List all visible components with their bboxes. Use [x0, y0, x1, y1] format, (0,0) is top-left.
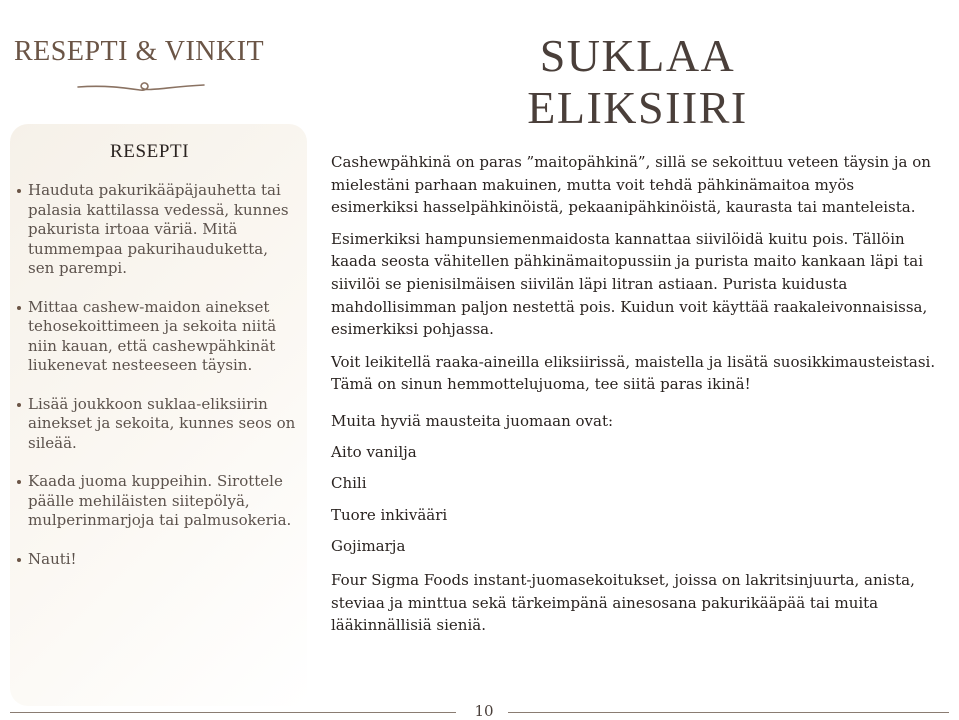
footer-divider-right — [508, 712, 949, 713]
closing-paragraph: Four Sigma Foods instant-juomasekoitukset, joissa on lakritsinjuurta, anista, steviaa ja minttua sekä tärkeimpänä ainesosana pakurikääpää tai muita lääkinnällisiä sieniä. — [331, 570, 915, 635]
recipe-step: Mittaa cashew-maidon ainekset tehosekoittimeen ja sekoita niitä niin kauan, että cashewpähkinät liukenevat nesteeseen täysin. — [16, 298, 298, 376]
section-title: RESEPTI & VINKIT — [14, 36, 265, 67]
article-paragraph: Cashewpähkinä on paras ”maitopähkinä”, sillä se sekoittuu veteen täysin ja on mielestäni parhaan makuinen, mutta voit tehdä pähkinämaitoa myös esimerkiksi hasselpähkinöistä, pekaanipähkinöistä, kaurasta tai manteleista. — [331, 153, 931, 217]
article-title: SUKLAA ELIKSIIRI — [527, 30, 748, 133]
spice-item: Tuore inkivääri — [331, 505, 448, 524]
recipe-title: RESEPTI — [110, 141, 190, 162]
spice-item: Chili — [331, 474, 367, 493]
spice-item: Aito vanilja — [331, 442, 417, 461]
recipe-step: Lisää joukkoon suklaa-eliksiirin ainekset ja sekoita, kunnes seos on sileää. — [16, 395, 298, 454]
recipe-step: Nauti! — [16, 550, 298, 570]
recipe-steps-list — [16, 181, 298, 588]
decorative-flourish — [76, 78, 206, 94]
recipe-step: Kaada juoma kuppeihin. Sirottele päälle mehiläisten siitepölyä, mulperinmarjoja tai palmusokeria. — [16, 472, 298, 531]
recipe-step: Hauduta pakurikääpäjauhetta tai palasia kattilassa vedessä, kunnes pakurista irtoaa väriä. Mitä tummempaa pakurihauduketta, sen parempi. — [16, 181, 298, 279]
spice-item: Gojimarja — [331, 537, 406, 556]
page-number: 10 — [474, 702, 494, 720]
footer-divider-left — [10, 712, 456, 713]
article-body — [331, 151, 939, 637]
article-paragraph: Voit leikitellä raaka-aineilla eliksiirissä, maistella ja lisätä suosikkimausteistasi. Tämä on sinun hemmottelujuoma, tee siitä paras ikinä! — [331, 352, 936, 394]
article-paragraph: Esimerkiksi hampunsiemenmaidosta kannattaa siivilöidä kuitu pois. Tällöin kaada seosta vähitellen pähkinämaitopussiin ja purista maito kankaan läpi tai siivilöi se pienisilmäisen siivilän läpi litran astiaan. Purista kuidusta mahdollisimman paljon nestettä pois. Kuidun voit käyttää raakaleivonnaisissa, esimerkiksi pohjassa. — [331, 229, 928, 339]
spices-intro: Muita hyviä mausteita juomaan ovat: — [331, 411, 614, 430]
